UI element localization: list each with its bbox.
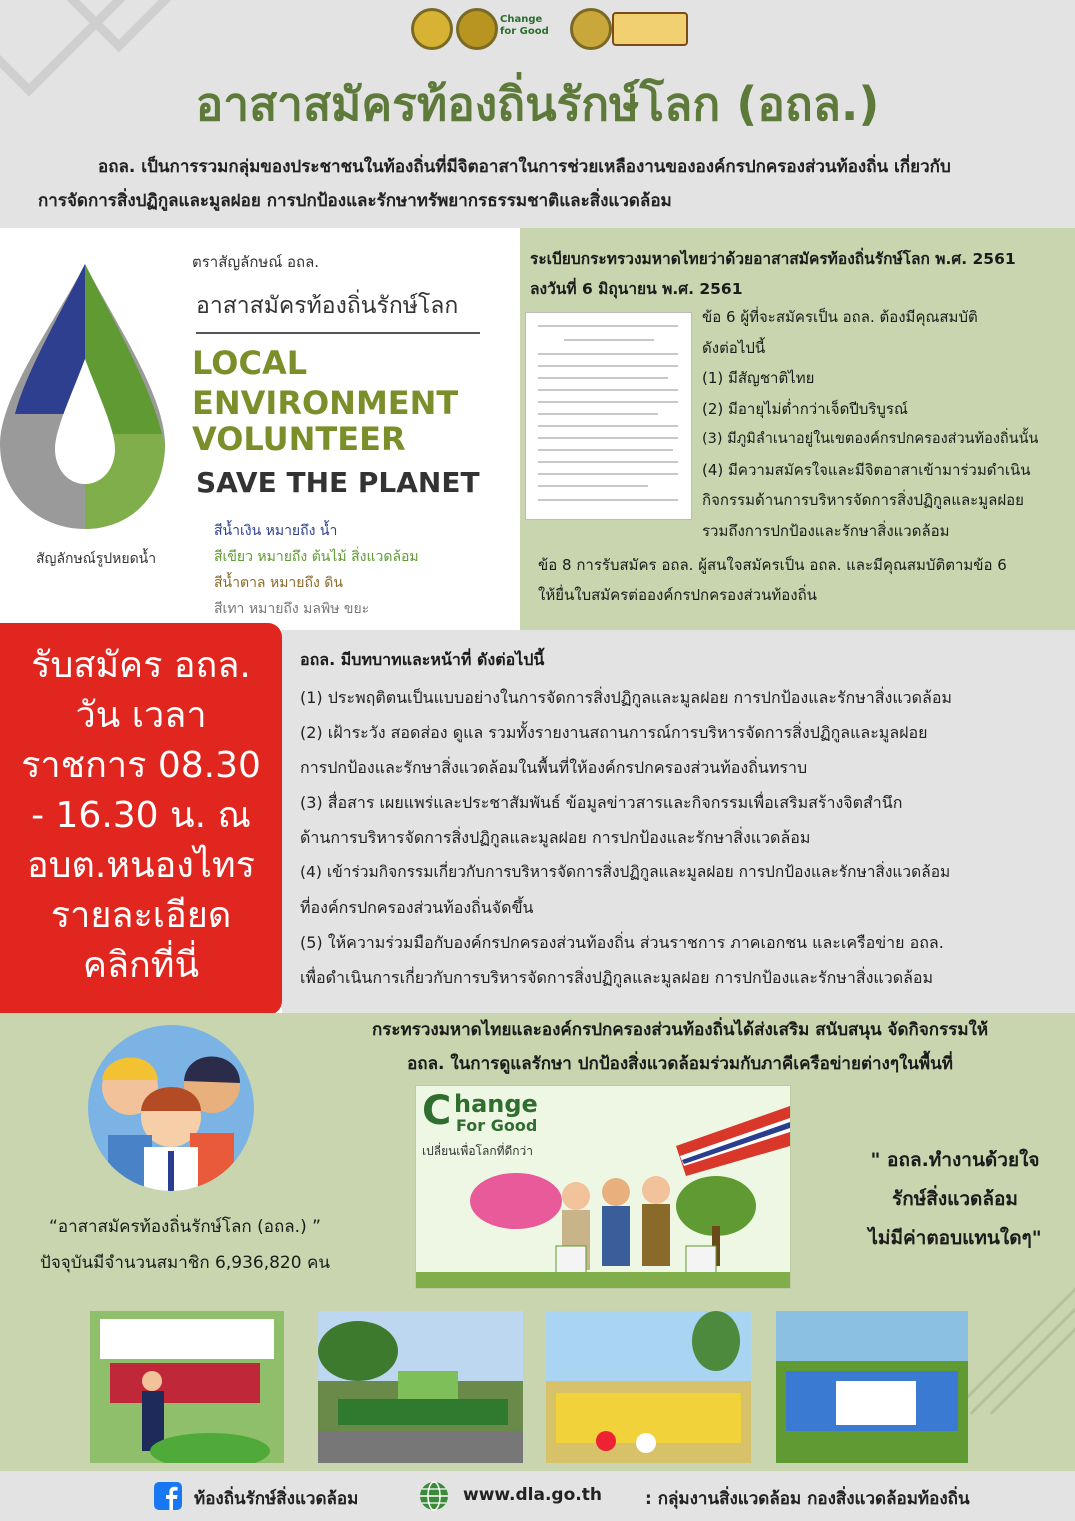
- article-6-item: (3) มีภูมิลำเนาอยู่ในเขตองค์กรปกครองส่วนท้องถิ่นนั้น: [702, 431, 1039, 447]
- regulation-document-image: [525, 312, 692, 520]
- role-line: (1) ประพฤติตนเป็นแบบอย่างในการจัดการสิ่งปฏิกูลและมูลฝอย การปกป้องและรักษาสิ่งแวดล้อม: [300, 688, 952, 707]
- role-line: (5) ให้ความร่วมมือกับองค์กรปกครองส่วนท้องถิ่น ส่วนราชการ ภาคเอกชน และเครือข่าย อถล.: [300, 933, 944, 952]
- footer-credit: : กลุ่มงานสิ่งแวดล้อม กองสิ่งแวดล้อมท้องถิ่น: [645, 1489, 970, 1509]
- brand-slogan: SAVE THE PLANET: [196, 466, 480, 499]
- water-drop-logo-icon: [0, 264, 170, 534]
- volunteers-illustration: [88, 1025, 254, 1191]
- role-line: การปกป้องและรักษาสิ่งแวดล้อมในพื้นที่ให้องค์กรปกครองส่วนท้องถิ่นทราบ: [300, 758, 808, 777]
- members-quote: “อาสาสมัครท้องถิ่นรักษ์โลก (อถล.) ”: [49, 1217, 321, 1237]
- register-line[interactable]: รายละเอียด: [50, 895, 232, 936]
- legend-gray: สีเทา หมายถึง มลพิษ ขยะ: [214, 601, 370, 617]
- drop-caption: สัญลักษณ์รูปหยดน้ำ: [36, 551, 157, 567]
- article-6-intro: ข้อ 6 ผู้ที่จะสมัครเป็น อถล. ต้องมีคุณสมบัติ: [702, 308, 978, 326]
- register-link-button[interactable]: [0, 623, 282, 1015]
- article-6-item: (4) มีความสมัครใจและมีจิตอาสาเข้ามาร่วมดำเนิน: [702, 460, 1031, 479]
- cfg-brand-line-2: For Good: [456, 1116, 538, 1135]
- roles-list: [300, 680, 1065, 995]
- activity-photo: [318, 1311, 523, 1463]
- legend-brown: สีน้ำตาล หมายถึง ดิน: [214, 575, 343, 591]
- roles-title: อถล. มีบทบาทและหน้าที่ ดังต่อไปนี้: [300, 650, 545, 669]
- local-env-logo-icon: [612, 12, 688, 46]
- members-count: ปัจจุบันมีจำนวนสมาชิก 6,936,820 คน: [40, 1253, 330, 1273]
- article-6-item: (1) มีสัญชาติไทย: [702, 369, 815, 387]
- website-link[interactable]: www.dla.go.th: [463, 1485, 602, 1505]
- article-8-text: [538, 550, 1068, 610]
- activity-photo: [546, 1311, 751, 1463]
- brand-thai-name: อาสาสมัครท้องถิ่นรักษ์โลก: [196, 293, 459, 319]
- brand-section: [0, 228, 520, 628]
- article-6-item: กิจกรรมด้านการบริหารจัดการสิ่งปฏิกูลและมูลฝอย: [702, 491, 1024, 509]
- emblem-logo-icon: [570, 8, 612, 50]
- article-6-text: [702, 302, 1072, 546]
- regulation-title: [530, 244, 1060, 304]
- regulation-title-line-2: ลงวันที่ 6 มิถุนายน พ.ศ. 2561: [530, 280, 743, 298]
- article-8-line-2: ให้ยื่นใบสมัครต่อองค์กรปกครองส่วนท้องถิ่น: [538, 586, 817, 604]
- register-click-here-link[interactable]: คลิกที่นี่: [82, 945, 200, 986]
- register-line[interactable]: - 16.30 น. ณ: [31, 795, 251, 836]
- article-6-intro-2: ดังต่อไปนี้: [702, 338, 766, 357]
- activity-photo: [776, 1311, 968, 1463]
- facebook-icon[interactable]: [154, 1482, 182, 1510]
- intro-text: [38, 150, 1038, 218]
- legend-blue: สีน้ำเงิน หมายถึง น้ำ: [214, 523, 338, 539]
- page-title: อาสาสมัครท้องถิ่นรักษ์โลก (อถล.): [195, 77, 880, 131]
- brand-en-line-3: VOLUNTEER: [192, 420, 406, 458]
- role-line: ที่องค์กรปกครองส่วนท้องถิ่นจัดขึ้น: [300, 898, 534, 917]
- moi-logo-icon: [456, 8, 498, 50]
- globe-icon: [418, 1480, 450, 1512]
- cfg-brand-c: C: [422, 1088, 452, 1134]
- register-line[interactable]: ราชการ 08.30: [21, 745, 261, 786]
- promo-line-2: อถล. ในการดูแลรักษา ปกป้องสิ่งแวดล้อมร่วมกับภาคีเครือข่ายต่างๆในพื้นที่: [407, 1054, 953, 1074]
- cfg-poster-image: [416, 1086, 790, 1288]
- change-for-good-logo: Change for Good: [500, 14, 549, 37]
- intro-line-1: อถล. เป็นการรวมกลุ่มของประชาชนในท้องถิ่นที่มีจิตอาสาในการช่วยเหลืองานขององค์กรปกครองส่วนท้องถิ่น เกี่ยวกับ: [98, 157, 951, 177]
- cfg-brand-line-1: hange: [454, 1090, 538, 1118]
- register-line[interactable]: อบต.หนองไทร: [26, 845, 255, 886]
- role-line: (4) เข้าร่วมกิจกรรมเกี่ยวกับการบริหารจัดการสิ่งปฏิกูลและมูลฝอย การปกป้องและรักษาสิ่งแวดล้อม: [300, 863, 951, 881]
- legend-green: สีเขียว หมายถึง ต้นไม้ สิ่งแวดล้อม: [214, 549, 419, 565]
- brand-heading: ตราสัญลักษณ์ อถล.: [192, 253, 320, 271]
- facebook-page-link[interactable]: ท้องถิ่นรักษ์สิ่งแวดล้อม: [194, 1489, 359, 1509]
- article-8-line-1: ข้อ 8 การรับสมัคร อถล. ผู้สนใจสมัครเป็น อถล. และมีคุณสมบัติตามข้อ 6: [538, 556, 1007, 574]
- article-6-item: รวมถึงการปกป้องและรักษาสิ่งแวดล้อม: [702, 521, 950, 540]
- article-6-item: (2) มีอายุไม่ต่ำกว่าเจ็ดปีบริบูรณ์: [702, 399, 908, 418]
- quote-line-3: ไม่มีค่าตอบแทนใดๆ": [868, 1227, 1042, 1249]
- role-line: ด้านการบริหารจัดการสิ่งปฏิกูลและมูลฝอย การปกป้องและรักษาสิ่งแวดล้อม: [300, 828, 811, 847]
- dla-logo-icon: [411, 8, 453, 50]
- brand-en-line-1: LOCAL: [192, 344, 308, 382]
- quote-line-2: รักษ์สิ่งแวดล้อม: [892, 1188, 1018, 1210]
- register-line[interactable]: รับสมัคร อถล.: [31, 645, 251, 686]
- volunteer-quote: [850, 1141, 1060, 1258]
- register-line[interactable]: วัน เวลา: [75, 695, 207, 736]
- intro-line-2: การจัดการสิ่งปฏิกูลและมูลฝอย การปกป้องและรักษาทรัพยากรธรรมชาติและสิ่งแวดล้อม: [38, 191, 672, 211]
- activity-photo: [90, 1311, 284, 1463]
- regulation-title-line-1: ระเบียบกระทรวงมหาดไทยว่าด้วยอาสาสมัครท้องถิ่นรักษ์โลก พ.ศ. 2561: [530, 250, 1016, 268]
- regulation-section: [520, 228, 1075, 630]
- promo-line-1: กระทรวงมหาดไทยและองค์กรปกครองส่วนท้องถิ่นได้ส่งเสริม สนับสนุน จัดกิจกรรมให้: [371, 1020, 989, 1040]
- role-line: เพื่อดำเนินการเกี่ยวกับการบริหารจัดการสิ่งปฏิกูลและมูลฝอย การปกป้องและรักษาสิ่งแวดล้อม: [300, 968, 934, 987]
- brand-en-line-2: ENVIRONMENT: [192, 384, 459, 422]
- role-line: (3) สื่อสาร เผยแพร่และประชาสัมพันธ์ ข้อมูลข่าวสารและกิจกรรมเพื่อเสริมสร้างจิตสำนึก: [300, 793, 903, 812]
- roles-section: [282, 630, 1075, 1013]
- header-banner: [0, 0, 1075, 228]
- role-line: (2) เฝ้าระวัง สอดส่อง ดูแล รวมทั้งรายงานสถานการณ์การบริหารจัดการสิ่งปฏิกูลและมูลฝอย: [300, 723, 928, 742]
- promo-text: [300, 1013, 1060, 1081]
- footer: [0, 1471, 1075, 1521]
- lower-section: [0, 1013, 1075, 1471]
- quote-line-1: " อถล.ทำงานด้วยใจ: [870, 1149, 1040, 1171]
- brand-divider: [196, 332, 480, 334]
- cfg-tagline: เปลี่ยนเพื่อโลกที่ดีกว่า: [422, 1144, 534, 1158]
- change-for-good-poster: [415, 1085, 791, 1289]
